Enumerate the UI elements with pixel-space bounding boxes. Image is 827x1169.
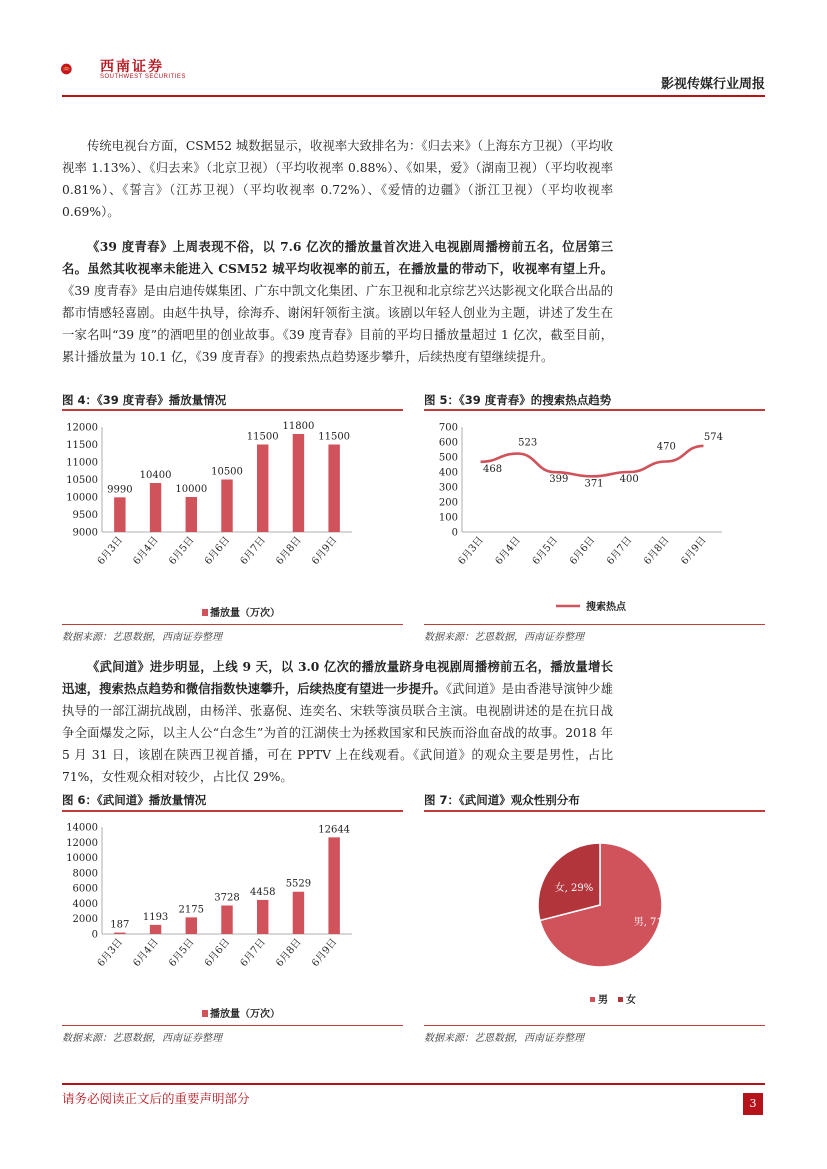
y-tick-label: 600: [438, 437, 458, 449]
legend-label: 女: [626, 995, 636, 1006]
x-tick-label: 6月9日: [309, 936, 340, 970]
y-tick-label: 11500: [66, 440, 98, 451]
figure-6-title: 图 6：《武间道》播放量情况: [62, 793, 207, 807]
point-value-label: 523: [518, 437, 538, 449]
bar-value-label: 10400: [139, 470, 172, 481]
legend-swatch: [590, 997, 595, 1002]
y-tick-label: 12000: [66, 837, 98, 849]
y-tick-label: 400: [438, 467, 458, 479]
y-tick-label: 500: [438, 452, 458, 464]
figure-4-source: 数据来源：艺恩数据，西南证券整理: [62, 632, 222, 643]
paragraph-highlight: 《武间道》进步明显，上线 9 天，以 3.0 亿次的播放量跻身电视剧周播榜前五名，播放量增长迅速，搜索热点趋势和微信指数快速攀升，后续热度有望进一步提升。: [62, 659, 613, 696]
slice-label: 女, 29%: [554, 883, 594, 894]
figure-6-source: 数据来源：艺恩数据，西南证券整理: [62, 1033, 222, 1044]
bar-value-label: 3728: [214, 892, 240, 904]
bar-value-label: 12644: [318, 824, 351, 836]
x-tick-label: 6月4日: [131, 936, 161, 970]
legend-label: 搜索热点: [586, 602, 626, 613]
bar: [150, 925, 161, 934]
header-divider: [62, 95, 765, 97]
x-tick-label: 6月9日: [679, 534, 709, 568]
y-tick-label: 10000: [66, 853, 98, 865]
x-tick-label: 6月3日: [456, 534, 486, 568]
figure-5-top-rule: [424, 409, 765, 411]
company-logo-icon: [60, 50, 100, 88]
y-tick-label: 0: [91, 929, 98, 941]
x-tick-label: 6月6日: [567, 534, 598, 568]
paragraph-text: 《武间道》是由香港导演钟少雄执导的一部江湖抗战剧，由杨洋、张嘉倪、连奕名、宋轶等演员联合主演。电视剧讲述的是在抗日战争全面爆发之际，以主人公“白念生”为首的江湖侠士为拯救国家和民族而浴血奋战的故事。2018 年 5 月 31 日，该剧在陕西卫视首播，可在 PPTV 上在线观看。《武间道》的观众主要是男性，占比 71%，女性观众相对较少，占比仅 29%。: [62, 682, 613, 784]
figure-5-chart: [424, 412, 765, 622]
logo-chinese-name: 西南证券: [100, 59, 164, 75]
x-tick-label: 6月6日: [202, 936, 233, 970]
y-tick-label: 0: [451, 527, 458, 539]
bar-value-label: 11500: [318, 431, 351, 443]
y-tick-label: 14000: [66, 822, 98, 834]
figure-4-title: 图 4：《39 度青春》播放量情况: [62, 393, 227, 407]
y-tick-label: 10500: [66, 475, 98, 486]
bar: [328, 837, 339, 934]
footer-divider: [62, 1083, 765, 1085]
figure-4-bottom-rule: [62, 624, 403, 625]
figure-7-title: 图 7：《武间道》观众性别分布: [424, 793, 580, 807]
figure-5-source: 数据来源：艺恩数据，西南证券整理: [424, 632, 584, 643]
figure-4-top-rule: [62, 409, 403, 411]
paragraph-text: 传统电视台方面，CSM52 城数据显示，收视率大致排名为：《归去来》（上海东方卫视）（平均收视率 1.13%）、《归去来》（北京卫视）（平均收视率 0.88%）、《如果，爱》（湖南卫视）（平均收视率 0.81%）、《誓言》（江苏卫视）（平均收视率 0.72%）、《爱情的边疆》（浙江卫视）（平均收视率 0.69%）。: [62, 139, 613, 219]
y-tick-label: 4000: [72, 898, 98, 910]
logo-english-name: SOUTHWEST SECURITIES: [100, 74, 186, 80]
legend-swatch: [202, 609, 208, 616]
y-tick-label: 2000: [72, 914, 98, 926]
bar: [221, 906, 232, 934]
bar: [293, 434, 304, 532]
page-number: 3: [743, 1093, 763, 1115]
bar-value-label: 1193: [142, 911, 169, 923]
y-tick-label: 9500: [72, 510, 98, 521]
bar-value-label: 2175: [178, 904, 205, 916]
x-tick-label: 6月9日: [309, 534, 340, 568]
figure-6-bottom-rule: [62, 1025, 403, 1026]
figure-7-top-rule: [424, 810, 765, 812]
report-title: 影视传媒行业周报: [660, 77, 765, 92]
point-value-label: 574: [703, 431, 723, 443]
x-tick-label: 6月7日: [604, 534, 635, 568]
paragraph-wujiandao: [62, 656, 613, 788]
bar: [150, 483, 161, 532]
bar: [114, 497, 125, 532]
y-tick-label: 200: [438, 497, 458, 509]
bar-value-label: 11800: [282, 421, 315, 432]
bar: [114, 933, 125, 934]
paragraph-highlight: 《39 度青春》上周表现不俗，以 7.6 亿次的播放量首次进入电视剧周播榜前五名，位居第三名。虽然其收视率未能进入 CSM52 城平均收视率的前五，在播放量的带动下，收视率有望上升。: [62, 239, 613, 276]
bar-value-label: 9990: [107, 484, 133, 496]
point-value-label: 468: [483, 463, 503, 475]
bar-value-label: 5529: [285, 878, 312, 890]
paragraph-text: 《39 度青春》是由启迪传媒集团、广东中凯文化集团、广东卫视和北京综艺兴达影视文化联合出品的都市情感轻喜剧。由赵牛执导，徐海乔、谢闲轩领衔主演。该剧以年轻人创业为主题，讲述了发生在一家名叫“39 度”的酒吧里的创业故事。《39 度青春》目前的平均日播放量超过 1 亿次，截至目前，累计播放量为 10.1 亿，《39 度青春》的搜索热点趋势逐步攀升，后续热度有望继续提升。: [62, 284, 613, 364]
y-tick-label: 8000: [72, 868, 98, 880]
point-value-label: 400: [619, 474, 639, 485]
bar-value-label: 11500: [246, 431, 279, 443]
legend-swatch: [202, 1010, 208, 1017]
bar-value-label: 10500: [211, 466, 243, 478]
paragraph-39-degree: [62, 236, 613, 368]
x-tick-label: 6月7日: [238, 936, 269, 970]
slice-label: 男, 71%: [633, 917, 673, 928]
x-tick-label: 6月4日: [131, 534, 161, 568]
x-tick-label: 6月5日: [167, 936, 197, 970]
y-tick-label: 6000: [72, 883, 98, 895]
legend-label: 播放量（万次）: [210, 1009, 280, 1020]
figure-7-bottom-rule: [424, 1025, 765, 1026]
bar: [221, 480, 232, 533]
x-tick-label: 6月3日: [95, 936, 126, 970]
bar-value-label: 187: [110, 919, 130, 931]
y-tick-label: 100: [438, 512, 458, 524]
figure-7-chart: [424, 813, 765, 1023]
bar: [257, 445, 268, 533]
figure-4-chart: [62, 412, 403, 622]
x-tick-label: 6月8日: [274, 936, 304, 970]
bar: [328, 445, 339, 533]
y-tick-label: 12000: [66, 422, 98, 434]
x-tick-label: 6月7日: [238, 534, 269, 568]
legend-label: 男: [598, 995, 608, 1006]
x-tick-label: 6月4日: [493, 534, 524, 568]
figure-6-top-rule: [62, 810, 403, 812]
x-tick-label: 6月3日: [95, 534, 126, 568]
x-tick-label: 6月5日: [167, 534, 197, 568]
y-tick-label: 9000: [72, 527, 98, 539]
figure-7-source: 数据来源：艺恩数据，西南证券整理: [424, 1033, 584, 1044]
point-value-label: 470: [656, 441, 676, 453]
paragraph-tv-ratings: [62, 135, 613, 223]
figure-6-chart: [62, 813, 403, 1023]
y-tick-label: 10000: [66, 492, 98, 504]
bar-value-label: 4458: [249, 886, 276, 898]
point-value-label: 399: [549, 474, 569, 486]
point-value-label: 371: [584, 478, 604, 490]
figure-5-title: 图 5：《39 度青春》的搜索热点趋势: [424, 393, 612, 407]
legend-label: 播放量（万次）: [210, 608, 280, 619]
y-tick-label: 300: [438, 482, 458, 494]
x-tick-label: 6月6日: [202, 534, 233, 568]
y-tick-label: 11000: [66, 457, 98, 469]
bar: [257, 900, 268, 934]
bar-value-label: 10000: [175, 484, 208, 495]
bar: [186, 497, 197, 532]
x-tick-label: 6月8日: [274, 534, 304, 568]
y-tick-label: 700: [438, 422, 458, 434]
bar: [293, 892, 304, 934]
footer-disclaimer: 请务必阅读正文后的重要声明部分: [62, 1091, 250, 1106]
x-tick-label: 6月8日: [642, 534, 672, 568]
bar: [186, 917, 197, 934]
x-tick-label: 6月5日: [530, 534, 561, 568]
legend-swatch: [618, 997, 623, 1002]
figure-5-bottom-rule: [424, 624, 765, 625]
